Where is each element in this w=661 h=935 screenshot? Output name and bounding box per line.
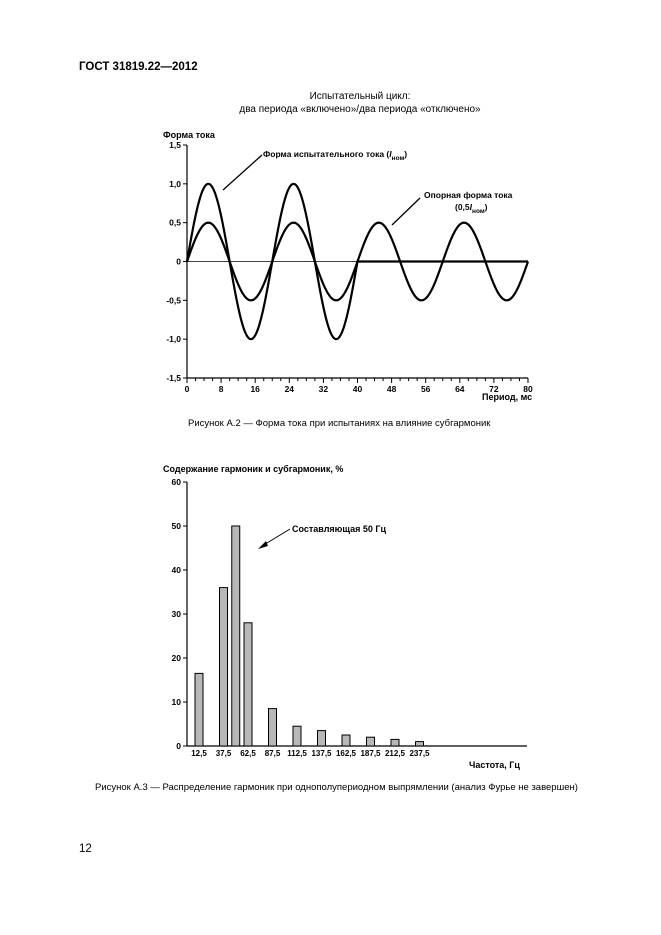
figure-a3-bar bbox=[220, 588, 228, 746]
figure-a3-bars bbox=[195, 526, 424, 746]
figure-a3-x-tick-label: 187,5 bbox=[360, 749, 381, 758]
figure-a3-y-tick-label: 20 bbox=[171, 653, 181, 663]
figure-a2-y-tick-label: 0 bbox=[176, 256, 181, 267]
figure-a3-y-tick-label: 40 bbox=[171, 565, 181, 575]
figure-a3-annotation: Составляющая 50 Гц bbox=[292, 524, 386, 534]
figure-a3-bar bbox=[367, 737, 375, 746]
figure-a2-y-tick-label: -1,0 bbox=[166, 334, 181, 345]
figure-a2-annotation-test: Форма испытательного тока $(I_{ном})$ bbox=[263, 149, 408, 162]
figure-a3-bar bbox=[269, 709, 277, 746]
figure-a2-x-tick-label: 40 bbox=[352, 384, 363, 394]
figure-a3-bar bbox=[232, 526, 240, 746]
figure-a2-x-tick-label: 24 bbox=[284, 384, 295, 394]
figure-a3-xlabel: Частота, Гц bbox=[469, 760, 520, 770]
figure-a2-ylabel: Форма тока bbox=[163, 130, 215, 140]
figure-a3-chart bbox=[0, 455, 661, 785]
figure-a2-y-tick-label: -1,5 bbox=[166, 373, 181, 383]
figure-a2-chart bbox=[0, 0, 661, 420]
figure-a2-subtitle-line1: Испытательный цикл: bbox=[309, 91, 411, 102]
figure-a3-y-tick-label: 0 bbox=[176, 741, 181, 751]
figure-a2-subtitle-line2: два периода «включено»/два периода «отключено» bbox=[239, 104, 481, 115]
figure-a2-x-tick-label: 80 bbox=[523, 384, 533, 394]
figure-a2-y-tick-label: -0,5 bbox=[166, 295, 181, 306]
figure-a2-y-tick-label: 0,5 bbox=[169, 217, 181, 228]
figure-a2-x-tick-label: 56 bbox=[420, 384, 431, 394]
figure-a2-annotation-ref-line1: Опорная форма тока bbox=[424, 190, 513, 200]
figure-a2-x-tick-label: 0 bbox=[184, 384, 190, 394]
figure-a3-x-tick-label: 137,5 bbox=[311, 749, 332, 758]
figure-a3-x-tick-label: 112,5 bbox=[287, 749, 307, 758]
figure-a3-x-tick-label: 237,5 bbox=[409, 749, 430, 758]
figure-a2-x-tick-label: 48 bbox=[386, 384, 397, 394]
figure-a3-x-tick-label: 87,5 bbox=[264, 749, 281, 758]
figure-a2-annotation-test-leader bbox=[223, 155, 262, 190]
figure-a3-x-tick-label: 162,5 bbox=[335, 749, 357, 758]
figure-a2-y-tick-label: 1,0 bbox=[169, 178, 181, 189]
figure-a3-bar bbox=[293, 726, 301, 746]
figure-a3-caption: Рисунок А.3 — Распределение гармоник при однополупериодном выпрямлении (анализ Фурье не завершен) bbox=[95, 782, 578, 793]
figure-a3-bar bbox=[244, 623, 252, 746]
figure-a3-x-tick-label: 12,5 bbox=[191, 749, 207, 758]
figure-a2-annotation-ref-leader bbox=[392, 198, 420, 225]
figure-a2-axes bbox=[166, 140, 533, 394]
figure-a2-caption: Рисунок А.2 — Форма тока при испытаниях на влияние субгармоник bbox=[188, 418, 491, 429]
figure-a3-x-tick-label: 62,5 bbox=[240, 749, 256, 758]
figure-a3-bar bbox=[342, 735, 350, 746]
figure-a2-annotation-ref-line2: $(0,5I_{ном})$ bbox=[455, 202, 488, 215]
figure-a3-bar bbox=[416, 742, 424, 746]
figure-a2-x-tick-label: 8 bbox=[218, 384, 224, 394]
figure-a3-x-tick-label: 37,5 bbox=[215, 749, 232, 758]
figure-a3-x-tick-label: 212,5 bbox=[384, 749, 406, 758]
figure-a3-y-tick-label: 50 bbox=[171, 521, 181, 531]
figure-a3-bar bbox=[318, 731, 326, 746]
figure-a3-bar bbox=[195, 673, 203, 746]
page-number: 12 bbox=[79, 843, 92, 855]
figure-a3-y-tick-label: 30 bbox=[171, 609, 181, 619]
figure-a3-ylabel: Содержание гармоник и субгармоник, % bbox=[163, 464, 344, 474]
figure-a3-annotation-arrowhead bbox=[258, 541, 268, 549]
document-standard-header: ГОСТ 31819.22—2012 bbox=[79, 61, 198, 73]
figure-a2-x-tick-label: 72 bbox=[489, 384, 499, 394]
figure-a3-y-tick-label: 60 bbox=[171, 477, 181, 487]
figure-a2-x-tick-label: 64 bbox=[455, 384, 465, 394]
figure-a2-xlabel: Период, мс bbox=[482, 392, 533, 402]
figure-a3-bar bbox=[391, 739, 399, 746]
figure-a2-x-tick-label: 16 bbox=[250, 384, 260, 394]
figure-a2-y-tick-label: 1,5 bbox=[169, 140, 181, 150]
figure-a2-x-tick-label: 32 bbox=[318, 384, 329, 394]
figure-a3-y-tick-label: 10 bbox=[171, 697, 181, 707]
